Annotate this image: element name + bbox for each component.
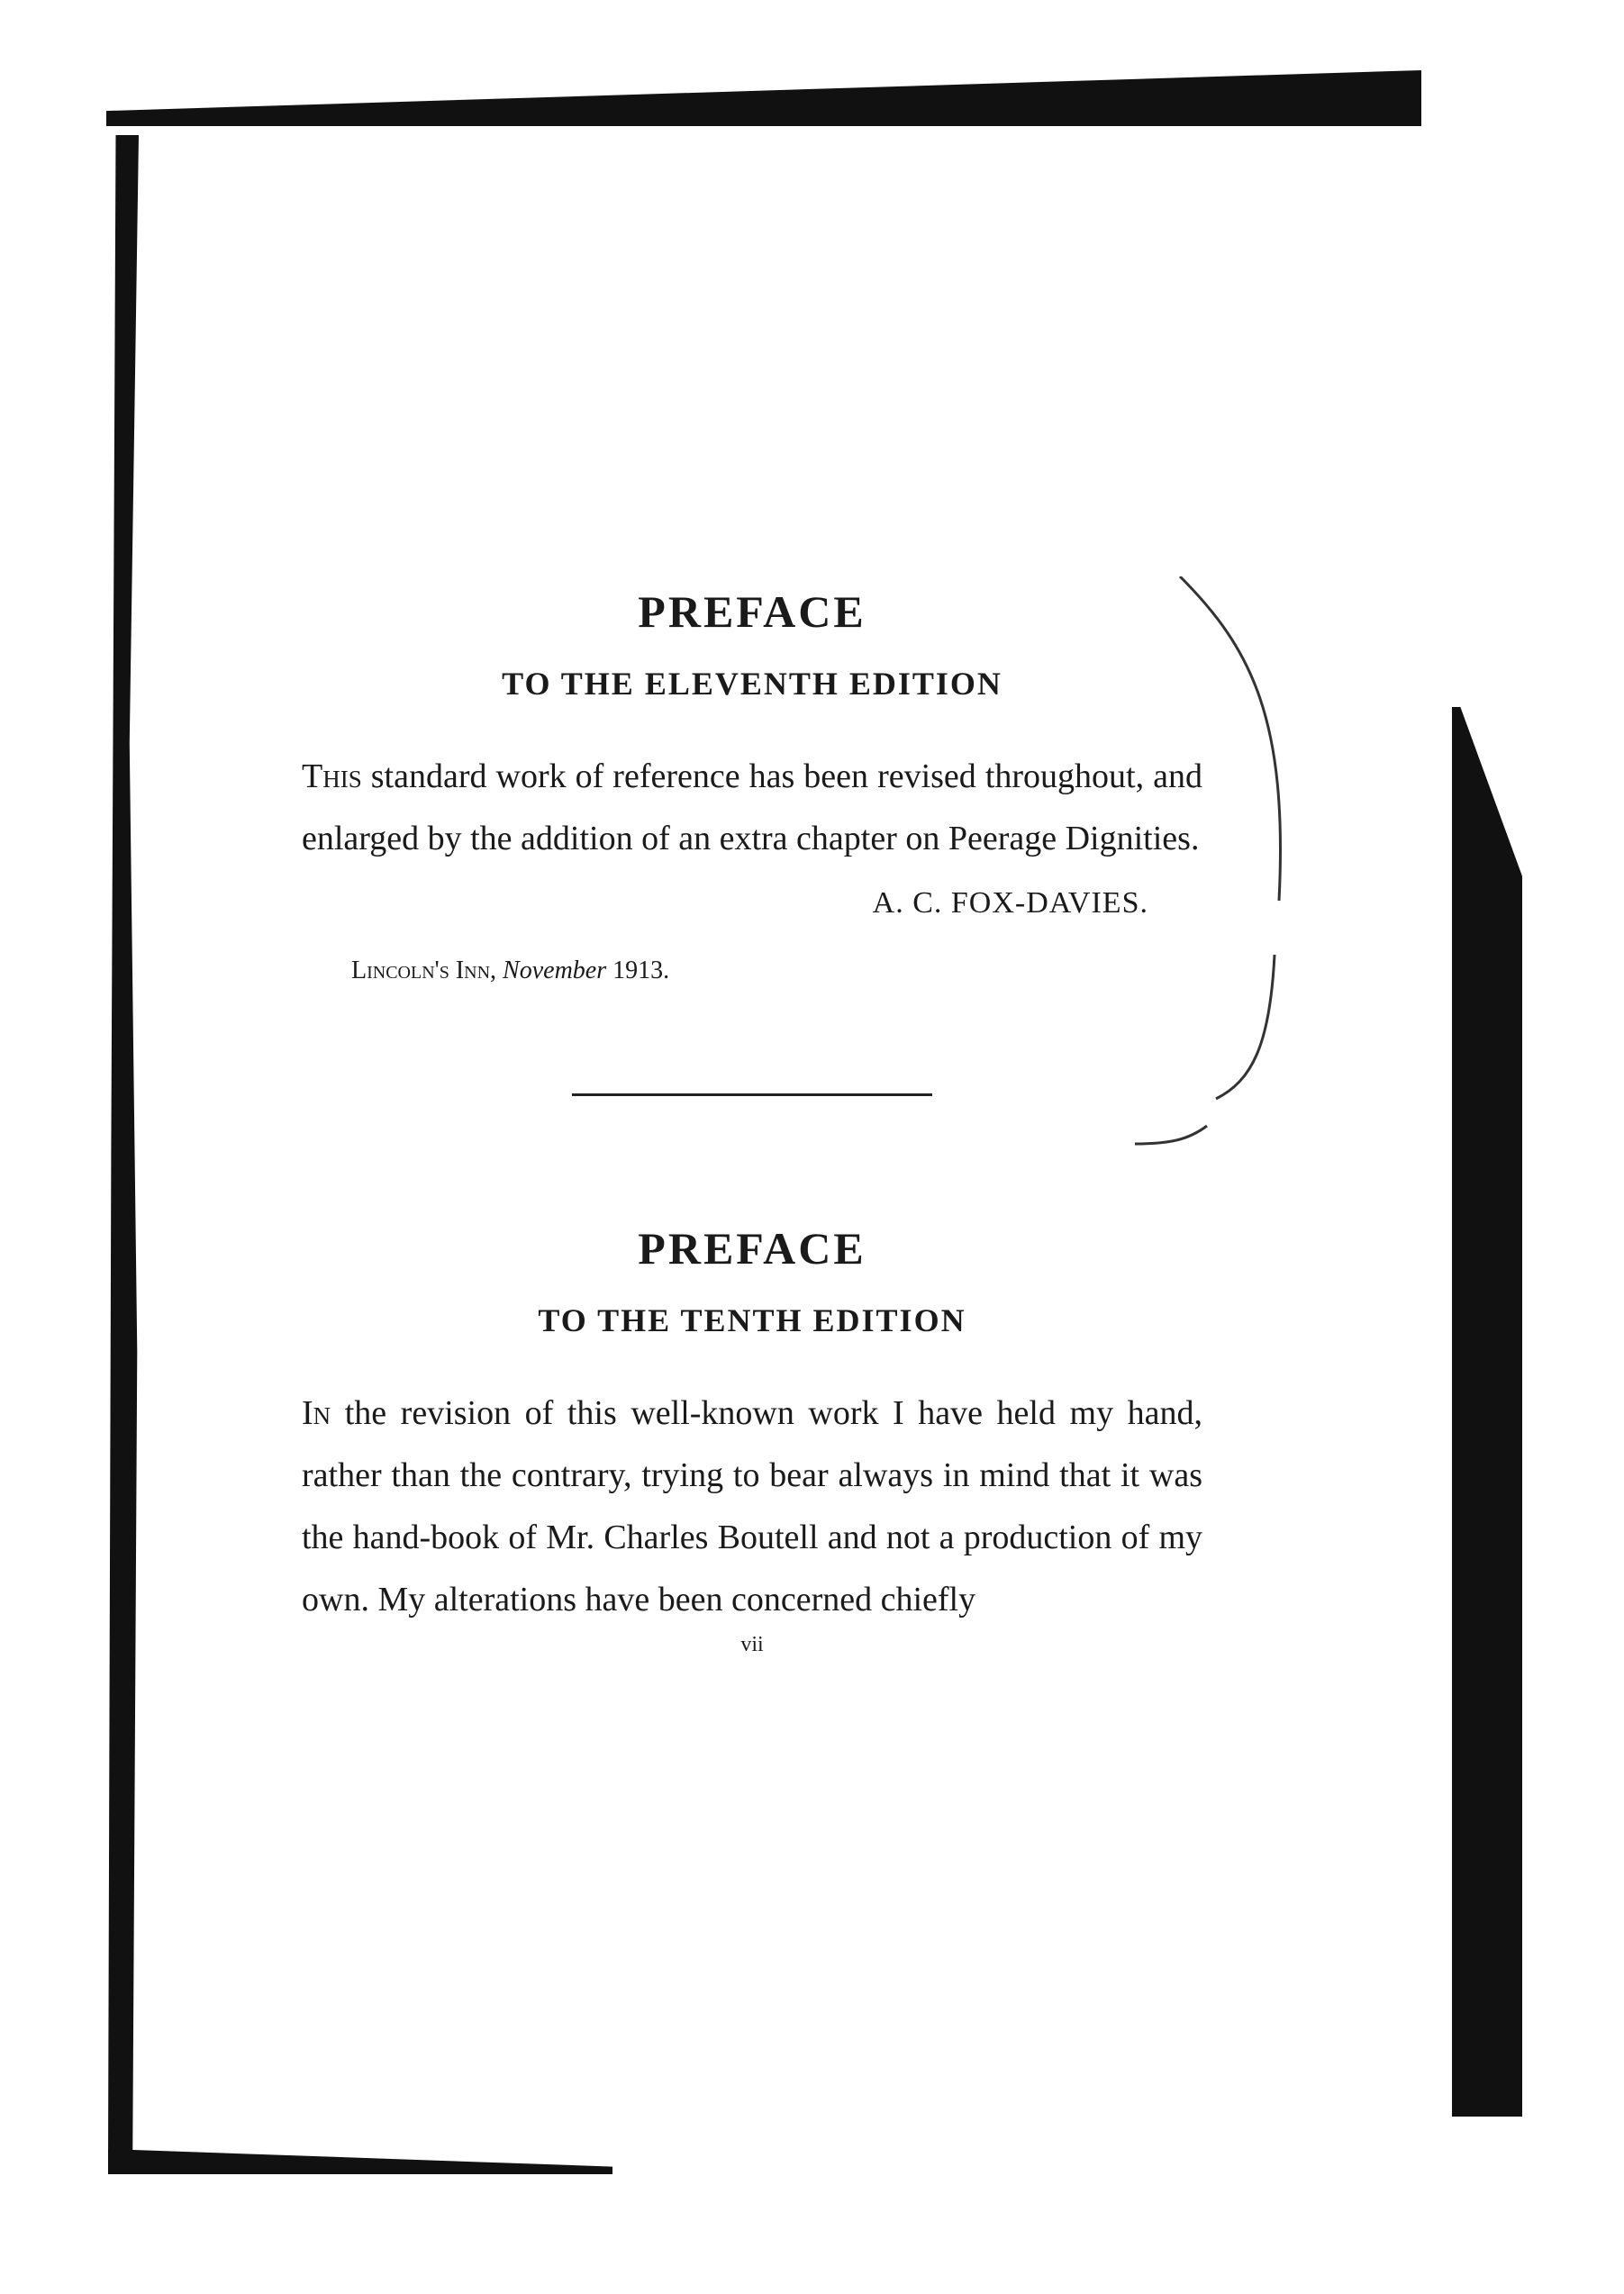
preface-title: PREFACE xyxy=(638,1223,866,1274)
paragraph-lead-word: In xyxy=(302,1394,331,1432)
paragraph-lead-word: This xyxy=(302,757,362,795)
preface-paragraph xyxy=(302,1383,1202,1631)
scan-right-edge xyxy=(1452,707,1522,2117)
preface-tenth-edition xyxy=(302,1222,1202,1631)
paragraph-body: standard work of reference has been revised throughout, and enlarged by the addition of an extra chapter on Peerage Dignities. xyxy=(302,757,1202,857)
scan-left-edge xyxy=(108,135,139,2162)
date-month: November xyxy=(503,957,607,984)
preface-eleventh-edition xyxy=(302,585,1202,985)
place-date-line xyxy=(351,957,1202,985)
section-divider xyxy=(572,1093,932,1096)
author-signature: A. C. FOX-DAVIES. xyxy=(872,886,1148,920)
paragraph-body: the revision of this well-known work I have held my hand, rather than the contrary, trying to bear always in mind that it was the hand-book of Mr. Charles Boutell and not a production of my own. My alterations have been concerned chiefly xyxy=(302,1394,1202,1618)
document-page xyxy=(302,585,1202,1657)
date-year: 1913. xyxy=(612,957,670,984)
preface-subtitle: TO THE ELEVENTH EDITION xyxy=(502,666,1003,702)
place-name: Lincoln's Inn, xyxy=(351,957,497,984)
scan-top-mask xyxy=(106,126,1421,180)
preface-subtitle: TO THE TENTH EDITION xyxy=(538,1302,966,1338)
scan-bottom-edge xyxy=(108,2149,612,2174)
page-number: vii xyxy=(740,1633,764,1656)
preface-paragraph xyxy=(302,746,1202,870)
preface-title: PREFACE xyxy=(638,586,866,637)
